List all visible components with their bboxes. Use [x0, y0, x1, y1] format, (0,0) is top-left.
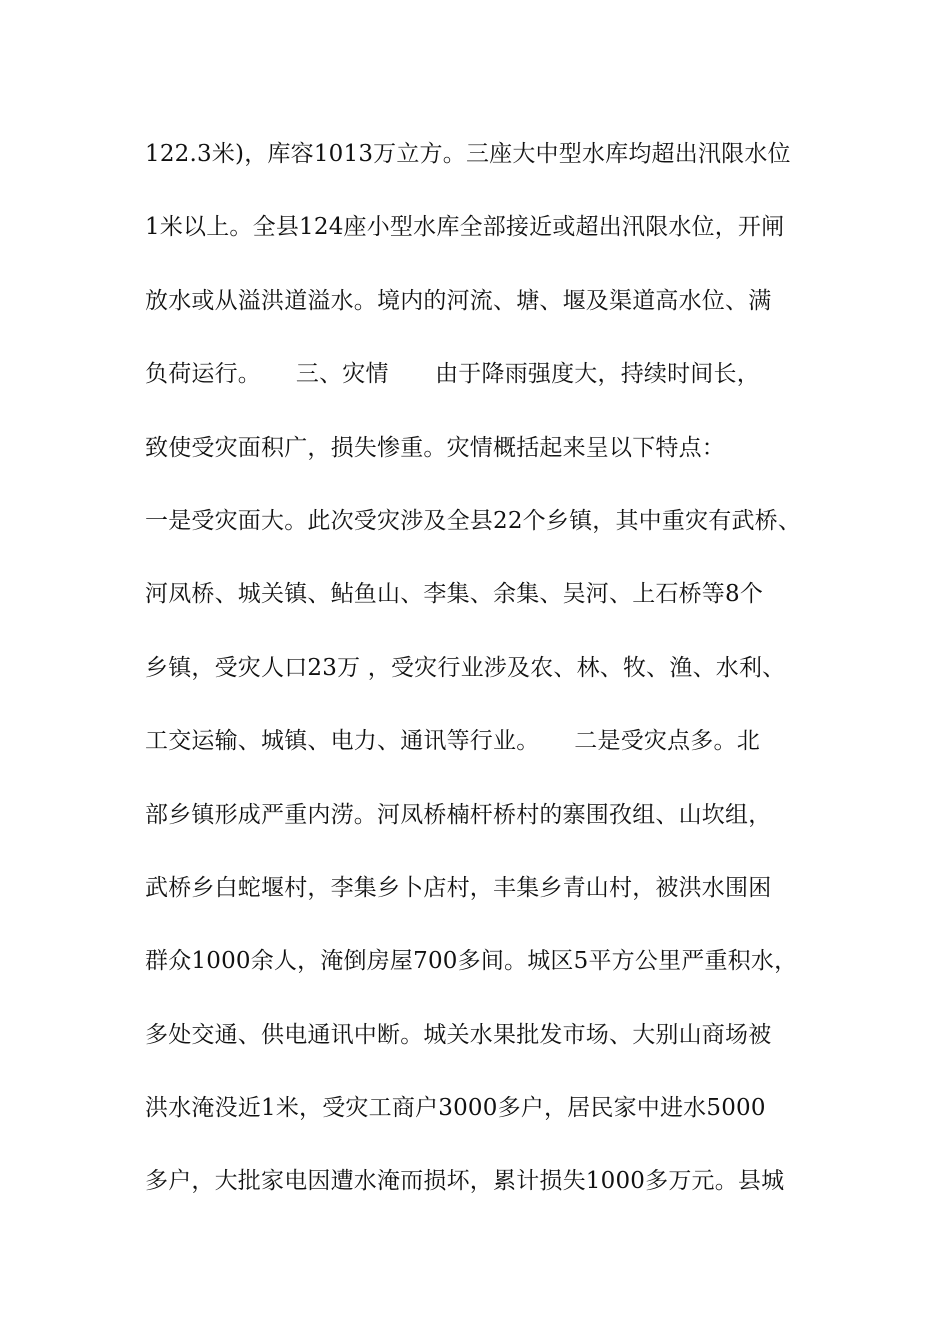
text-line: 致使受灾面积广，损失惨重。灾情概括起来呈以下特点：	[145, 434, 725, 461]
text-line: 122.3米)，库容1013万立方。三座大中型水库均超出汛限水位	[145, 141, 791, 167]
text-line: 多处交通、供电通讯中断。城关水果批发市场、大别山商场被	[145, 1021, 772, 1048]
text-line: 放水或从溢洪道溢水。境内的河流、塘、堰及渠道高水位、满	[145, 287, 772, 314]
text-line: 1米以上。全县124座小型水库全部接近或超出汛限水位，开闸	[145, 214, 785, 241]
text-line: 河凤桥、城关镇、鲇鱼山、李集、余集、吴河、上石桥等8个	[145, 581, 764, 608]
text-line: 洪水淹没近1米，受灾工商户3000多户，居民家中进水5000	[145, 1095, 766, 1122]
text-line: 群众1000余人，淹倒房屋700多间。城区5平方公里严重积水，	[145, 948, 798, 975]
text-line: 部乡镇形成严重内涝。河凤桥楠杆桥村的寨围孜组、山坎组，	[145, 801, 772, 828]
text-line: 乡镇，受灾人口23万 ，受灾行业涉及农、林、牧、渔、水利、	[145, 654, 786, 681]
text-line: 负荷运行。 三、灾情 由于降雨强度大，持续时间长，	[145, 361, 760, 388]
body-text	[145, 134, 835, 1235]
text-line: 一是受灾面大。此次受灾涉及全县22个乡镇，其中重灾有武桥、	[145, 507, 802, 534]
text-line: 工交运输、城镇、电力、通讯等行业。 二是受灾点多。北	[145, 728, 760, 755]
text-line: 多户，大批家电因遭水淹而损坏，累计损失1000多万元。县城	[145, 1168, 785, 1195]
text-line: 武桥乡白蛇堰村，李集乡卜店村，丰集乡青山村，被洪水围困	[145, 874, 772, 901]
